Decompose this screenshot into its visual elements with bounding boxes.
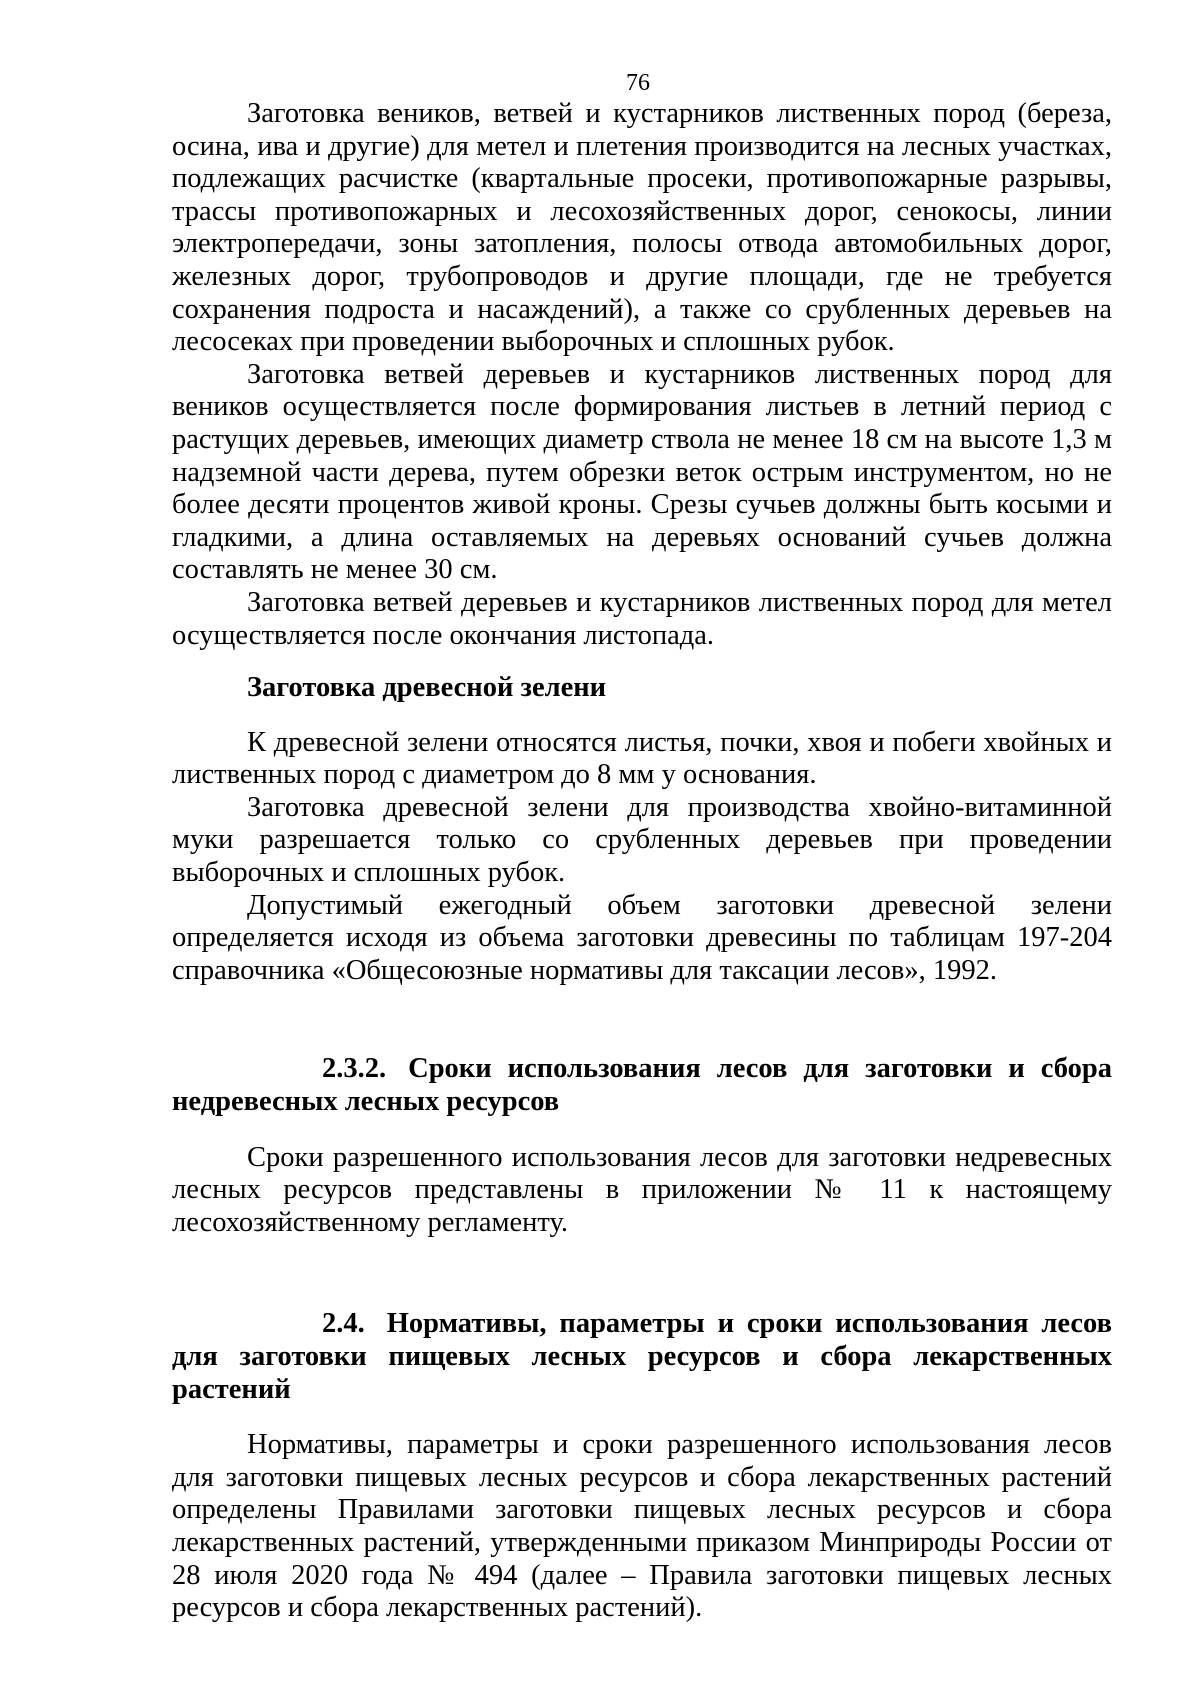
section-number: 2.4.: [322, 1308, 365, 1340]
spacer: [172, 652, 1112, 672]
spacer: [172, 1239, 1112, 1308]
page-content: [172, 98, 1112, 1625]
paragraph-brooms-locations: Заготовка веников, ветвей и кустарников лиственных пород (береза, осина, ива и другие) для метел и плетения производится на лесных участках, подлежащих расчистке (квартальные просеки, противопожарные разрывы, трассы противопожарных и лесохозяйственных дорог, сенокосы, линии электропередачи, зоны затопления, полосы отвода автомобильных дорог, железных дорог, трубопроводов и другие площади, где не требуется сохранения подроста и насаждений), а также со срубленных деревьев на лесосеках при проведении выборочных и сплошных рубок.: [172, 98, 1112, 358]
section-number: 2.3.2.: [322, 1053, 387, 1085]
paragraph-greenery-definition: К древесной зелени относятся листья, почки, хвоя и побеги хвойных и лиственных пород с диаметром до 8 мм у основания.: [172, 726, 1112, 791]
subsection-heading-greenery: Заготовка древесной зелени: [247, 672, 607, 704]
spacer: [172, 1119, 1112, 1142]
section-heading-2-4: [172, 1308, 1112, 1406]
paragraph-brooms-autumn: Заготовка ветвей деревьев и кустарников лиственных пород для метел осуществляется после окончания листопада.: [172, 586, 1112, 651]
paragraph-food-resources-rules: Нормативы, параметры и сроки разрешенного использования лесов для заготовки пищевых лесных ресурсов и сбора лекарственных растений определены Правилами заготовки пищевых лесных ресурсов и сбора лекарственных растений, утвержденными приказом Минприроды России от 28 июля 2020 года № 494 (далее – Правила заготовки пищевых лесных ресурсов и сбора лекарственных растений).: [172, 1429, 1112, 1624]
spacer: [172, 1406, 1112, 1429]
paragraph-greenery-vitamin-flour: Заготовка древесной зелени для производства хвойно-витаминной муки разрешается только со срубленных деревьев при проведении выборочных и сплошных рубок.: [172, 791, 1112, 889]
section-title: Сроки использования лесов для заготовки и сбора недревесных лесных ресурсов: [172, 1053, 1112, 1118]
spacer: [172, 987, 1112, 1053]
page-number: 76: [626, 70, 650, 96]
section-heading-2-3-2: [172, 1053, 1112, 1118]
paragraph-brooms-summer: Заготовка ветвей деревьев и кустарников лиственных пород для веников осуществляется после формирования листьев в летний период с растущих деревьев, имеющих диаметр ствола не менее 18 см на высоте 1,3 м надземной части дерева, путем обрезки веток острым инструментом, но не более десяти процентов живой кроны. Срезы сучьев должны быть косыми и гладкими, а длина оставляемых на деревьях оснований сучьев должна составлять не менее 30 см.: [172, 358, 1112, 586]
paragraph-terms-non-timber: Сроки разрешенного использования лесов для заготовки недревесных лесных ресурсов представлены в приложении № 11 к настоящему лесохозяйственному регламенту.: [172, 1141, 1112, 1238]
paragraph-greenery-volume: Допустимый ежегодный объем заготовки древесной зелени определяется исходя из объема заготовки древесины по таблицам 197-204 справочника «Общесоюзные нормативы для таксации лесов», 1992.: [172, 889, 1112, 986]
spacer: [172, 705, 1112, 727]
section-title: Нормативы, параметры и сроки использования лесов для заготовки пищевых лесных ресурсов и сбора лекарственных растений: [172, 1308, 1112, 1405]
